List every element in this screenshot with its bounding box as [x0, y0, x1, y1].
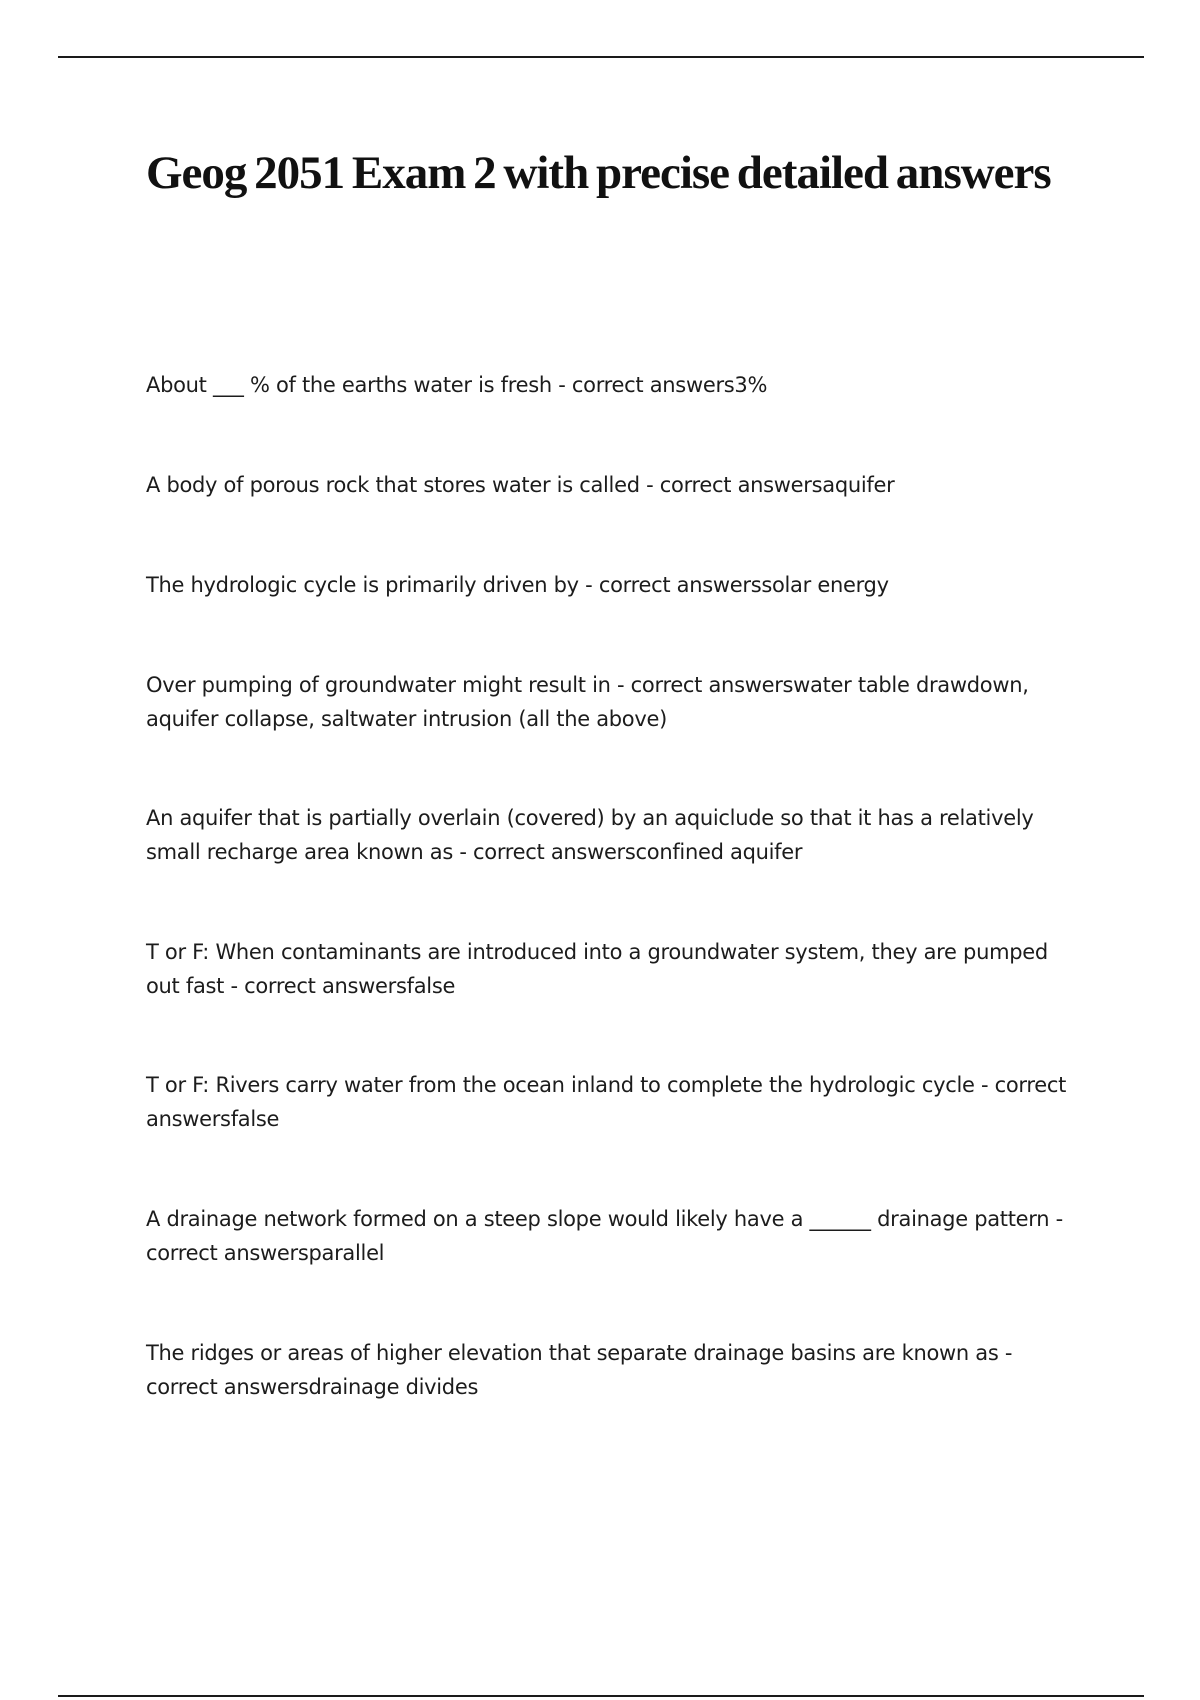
- question-answer-1: About ___ % of the earths water is fresh - correct answers3%: [146, 373, 768, 397]
- page-title: Geog 2051 Exam 2 with precise detailed answers: [146, 147, 1051, 199]
- question-answer-8: A drainage network formed on a steep slope would likely have a ______ drainage pattern - correct answersparallel: [146, 1207, 1063, 1265]
- question-answer-3: The hydrologic cycle is primarily driven by - correct answerssolar energy: [146, 573, 889, 597]
- top-rule: [58, 56, 1144, 58]
- bottom-rule: [58, 1695, 1144, 1697]
- question-answer-9: The ridges or areas of higher elevation that separate drainage basins are known as - correct answersdrainage divides: [146, 1341, 1013, 1399]
- question-answer-7: T or F: Rivers carry water from the ocean inland to complete the hydrologic cycle - correct answersfalse: [146, 1073, 1067, 1131]
- question-answer-2: A body of porous rock that stores water is called - correct answersaquifer: [146, 473, 895, 497]
- question-answer-5: An aquifer that is partially overlain (covered) by an aquiclude so that it has a relatively small recharge area known as - correct answersconfined aquifer: [146, 806, 1034, 864]
- question-answer-6: T or F: When contaminants are introduced into a groundwater system, they are pumped out fast - correct answersfalse: [146, 940, 1048, 998]
- question-answer-4: Over pumping of groundwater might result in - correct answerswater table drawdown, aquifer collapse, saltwater intrusion (all the above): [146, 673, 1029, 731]
